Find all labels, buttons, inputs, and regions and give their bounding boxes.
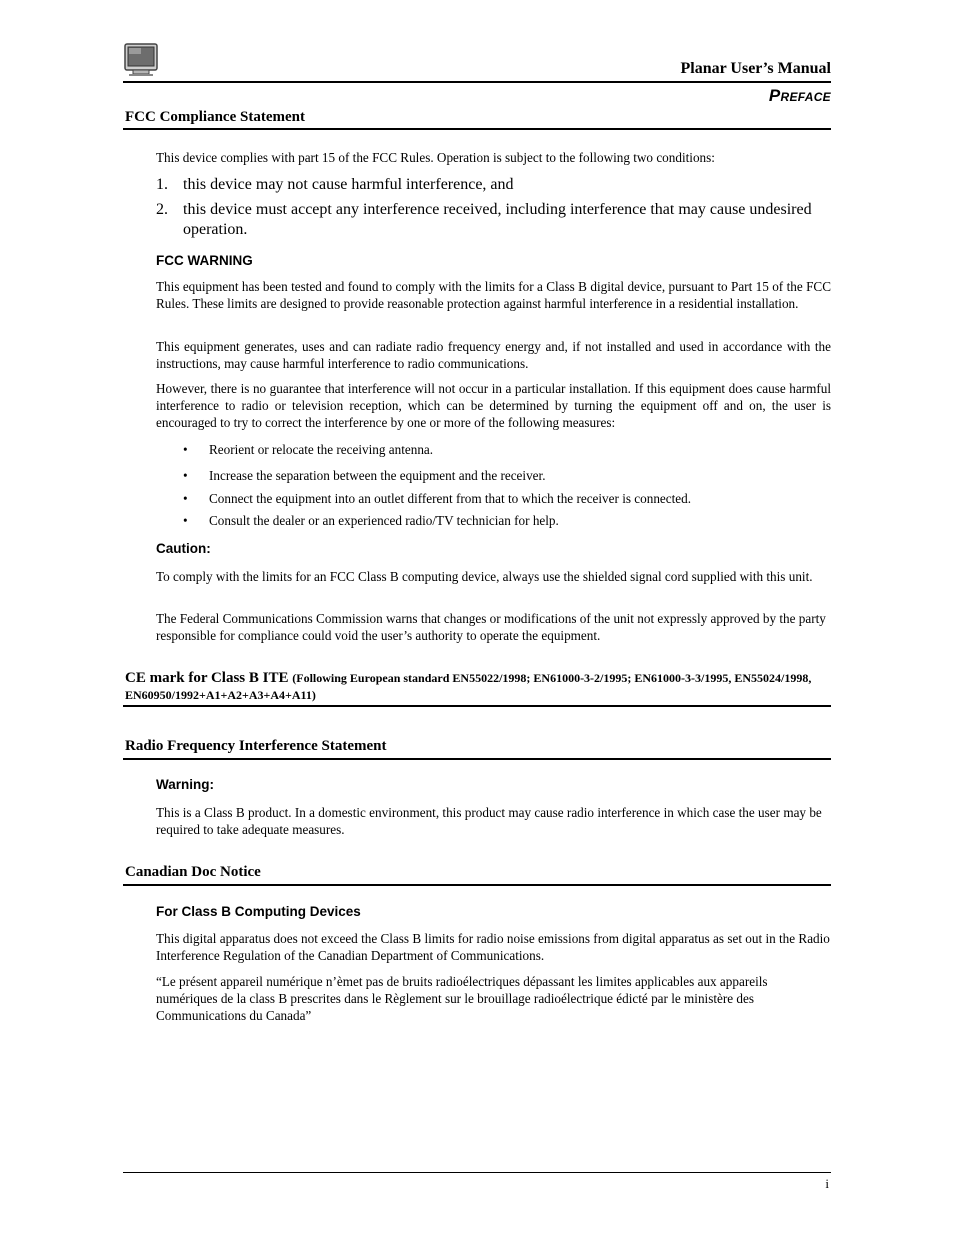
canadian-para-fr: “Le présent appareil numérique n’èmet pas de bruits radioélectriques dépassant les limites applicables aux appareils numériques de la class B prescrites dans le Règlement sur le brouillage radioélectrique édicté par le ministère des Communications du Canada” <box>156 974 768 1023</box>
canadian-heading: Canadian Doc Notice <box>125 864 261 880</box>
ce-heading-standards: (Following European standard EN55022/1998; EN61000-3-2/1995; EN61000-3-3/1995, EN55024/1998, EN60950/1992+A1+A2+A3+A4+A11) <box>125 671 812 702</box>
caution-para: To comply with the limits for an FCC Class B computing device, always use the shielded signal cord supplied with this unit. <box>156 569 813 584</box>
bullet-icon: • <box>183 491 188 506</box>
ce-heading-main: CE mark for Class B ITE <box>125 670 289 686</box>
ce-heading <box>125 670 831 704</box>
class-b-label: For Class B Computing Devices <box>156 904 361 919</box>
rfi-heading-rule <box>123 758 831 760</box>
condition-text: this device may not cause harmful interference, and <box>183 176 514 193</box>
ce-heading-rule <box>123 705 831 707</box>
manual-title: Planar User’s Manual <box>680 60 831 77</box>
measure-text: Reorient or relocate the receiving antenna. <box>209 442 434 457</box>
fcc-heading: FCC Compliance Statement <box>125 109 305 125</box>
fcc-warning-label: FCC WARNING <box>156 253 253 268</box>
canadian-heading-rule <box>123 884 831 886</box>
condition-number: 2. <box>156 201 168 218</box>
bullet-icon: • <box>183 468 188 483</box>
rfi-heading: Radio Frequency Interference Statement <box>125 738 387 754</box>
fcc-intro: This device complies with part 15 of the FCC Rules. Operation is subject to the following two conditions: <box>156 150 715 165</box>
fcc-warning-para: This equipment has been tested and found to comply with the limits for a Class B digital device, pursuant to Part 15 of the FCC Rules. These limits are designed to provide reasonable protection against harmful interference in a residential installation. <box>156 279 831 311</box>
caution-para: The Federal Communications Commission warns that changes or modifications of the unit not expressly approved by the party responsible for compliance could void the user’s authority to operate the equipment. <box>156 611 826 643</box>
canadian-para-en: This digital apparatus does not exceed the Class B limits for radio noise emissions from digital apparatus as set out in the Radio Interference Regulation of the Canadian Department of Communications. <box>156 931 830 963</box>
condition-number: 1. <box>156 176 168 193</box>
caution-label: Caution: <box>156 541 211 556</box>
measure-text: Consult the dealer or an experienced radio/TV technician for help. <box>209 513 559 528</box>
fcc-warning-para: However, there is no guarantee that interference will not occur in a particular installation. If this equipment does cause harmful interference to radio or television reception, which can be determined by turning the equipment off and on, the user is encouraged to try to correct the interference by one or more of the following measures: <box>156 381 831 430</box>
condition-text: this device must accept any interference received, including interference that may cause undesired operation. <box>183 201 812 238</box>
section-title: Preface <box>768 86 831 105</box>
page-number: i <box>825 1176 829 1191</box>
bullet-icon: • <box>183 442 188 457</box>
bullet-icon: • <box>183 513 188 528</box>
footer-rule <box>123 1172 831 1173</box>
header-rule <box>123 81 831 83</box>
rfi-warning-label: Warning: <box>156 777 214 792</box>
rfi-para: This is a Class B product. In a domestic environment, this product may cause radio interference in which case the user may be required to take adequate measures. <box>156 805 822 837</box>
measure-text: Connect the equipment into an outlet different from that to which the receiver is connected. <box>209 491 692 506</box>
monitor-logo-icon <box>123 42 159 78</box>
fcc-heading-rule <box>123 128 831 130</box>
fcc-warning-para: This equipment generates, uses and can radiate radio frequency energy and, if not installed and used in accordance with the instructions, may cause harmful interference to radio communications. <box>156 339 831 371</box>
measure-text: Increase the separation between the equipment and the receiver. <box>209 468 546 483</box>
